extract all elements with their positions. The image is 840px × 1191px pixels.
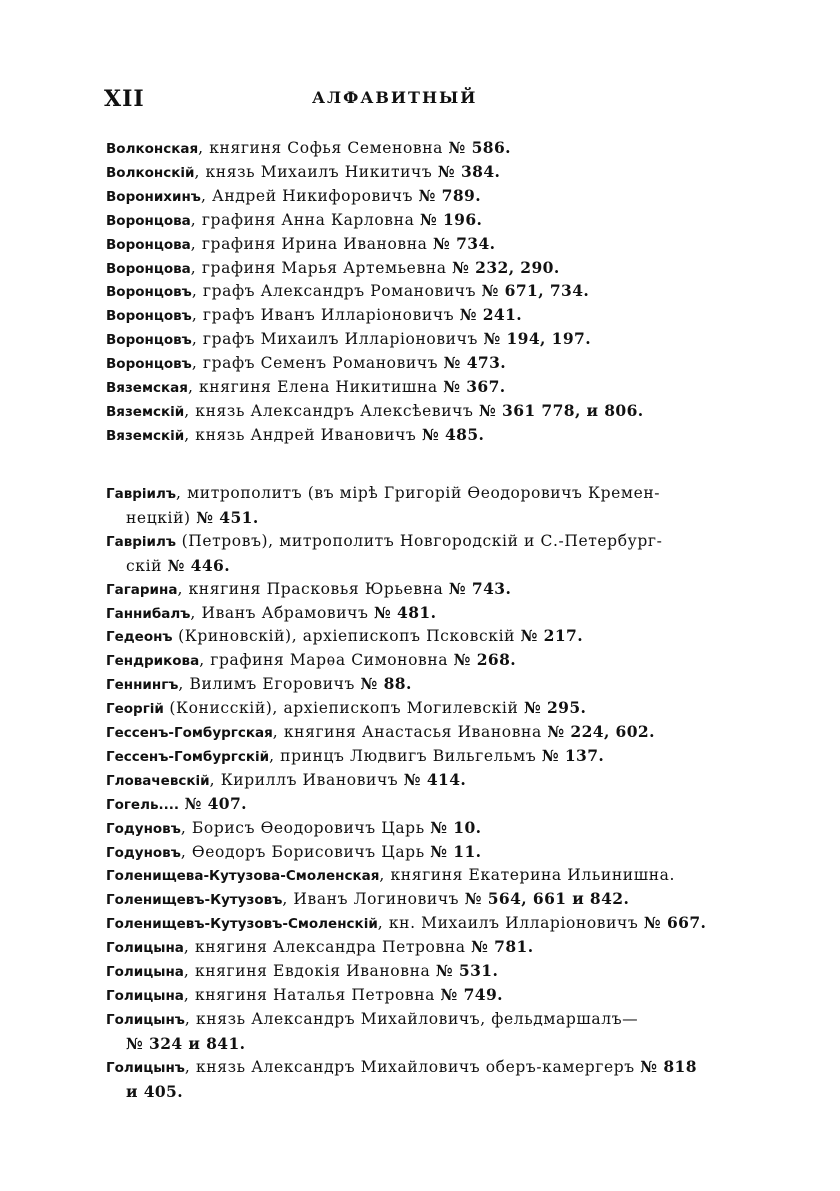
index-entry [106,1007,706,1057]
index-entry [106,577,706,602]
index-entry [106,481,706,531]
entry-reference: № 481. [373,602,437,622]
index-entry [106,840,706,865]
entry-continuation-text: нецкій) [126,509,197,528]
entry-description: , Борисъ Ѳеодоровичъ Царь [180,818,431,837]
index-entry [106,256,706,281]
entry-reference: № 88. [360,674,412,694]
index-entry [106,303,706,328]
index-entry [106,375,706,400]
index-entry [106,983,706,1008]
entry-name: Голицына [106,964,184,980]
index-entry [106,160,706,185]
entry-reference: № 295. [523,698,587,718]
entry-continuation [106,554,706,578]
index-entry [106,601,706,626]
entry-name: Голицына [106,987,184,1004]
entry-name: Волконскій [106,164,195,181]
entry-reference: № 137. [541,745,605,765]
entry-reference: № 667. [643,913,707,933]
entry-description: , графъ Александръ Романовичъ [191,282,482,301]
entry-description: , митрополитъ (въ мірѣ Григорій Ѳеодоровичъ Кремен- [176,484,661,502]
index-entry [106,529,706,579]
index-entry [106,911,706,936]
index-entry [106,816,706,841]
entry-reference: № 268. [453,650,517,670]
entry-description: , княгиня Евдокія Ивановна [183,962,436,980]
entry-name: Воронцовъ [106,308,192,325]
entry-continuation-text: скій [126,557,168,576]
entry-description: , графъ Иванъ Илларіоновичъ [191,306,460,325]
entry-reference: № 485. [421,424,485,444]
entry-reference: № 749. [440,984,503,1004]
index-entry [106,624,706,649]
index-entry [106,935,706,960]
entry-name: Гендрикова [106,653,200,670]
entry-name: Воронихинъ [106,188,201,205]
entry-description: , принцъ Людвигъ Вильгельмъ [269,746,542,765]
entry-reference: № 407. [184,793,247,813]
entry-name: Геннингъ [106,677,179,694]
entry-description: , графиня Ирина Ивановна [190,234,434,253]
index-entry [106,744,706,769]
entry-name: Гогель.... [106,796,180,813]
entry-description: , княгиня Анастасья Ивановна [272,723,548,741]
entry-name: Голенищева-Кутузова-Смоленская [106,868,380,885]
entry-description: , кн. Михаилъ Илларіоновичъ [377,914,644,933]
entry-reference: № 324 и 841. [126,1034,246,1054]
entry-name: Воронцова [106,260,191,277]
entry-reference: № 232, 290. [452,257,560,277]
index-entry [106,351,706,376]
entry-name: Георгій [106,701,164,718]
entry-description: , Кириллъ Ивановичъ [209,770,404,789]
entry-name: Голицынъ [106,1011,185,1028]
entry-name: Вяземскій [106,427,185,444]
entry-name: Воронцова [106,212,191,229]
index-entry [106,768,706,793]
entry-description: (Криновскій), архіепископъ Псковскій [172,627,521,646]
index-entry [106,792,706,817]
entry-name: Воронцовъ [106,284,192,301]
index-entry [106,232,706,257]
entry-description: , графиня Анна Карловна [190,210,420,229]
entry-reference: № 671, 734. [481,281,590,301]
entry-name: Гессенъ-Гомбургскій [106,748,270,765]
index-entry [106,327,706,352]
entry-description: , Ѳеодоръ Борисовичъ Царь [180,842,431,861]
entry-description: , графъ Михаилъ Илларіоновичъ [191,330,484,349]
entry-description: , князь Михаилъ Никитичъ [194,162,438,181]
entry-reference: и 405. [126,1082,184,1101]
entry-name: Гавріилъ [106,486,177,502]
entry-name: Гедеонъ [106,629,173,646]
entry-name: Голицына [106,940,184,957]
index-entry [106,696,706,721]
index-entry [106,720,706,745]
entry-name: Годуновъ [106,820,181,837]
entry-description: , княгиня Софья Семеновна [198,139,449,157]
entry-description: , князь Александръ Михайловичъ, фельдмаршалъ— [184,1009,639,1028]
entry-continuation [106,506,706,530]
entry-name: Голицынъ [106,1059,185,1076]
entry-reference: № 734. [433,233,496,253]
page-number: XII [104,86,145,112]
index-entry [106,184,706,209]
entry-continuation [106,1080,706,1104]
entry-description: , Вилимъ Егоровичъ [178,675,361,694]
entry-reference: № 361 778, и 806. [479,400,644,420]
index-entry [106,887,706,912]
entry-reference: № 781. [471,937,534,957]
index-entry [106,208,706,233]
entry-name: Воронцовъ [106,356,192,373]
entry-name: Гавріилъ [106,533,177,550]
entry-name: Воронцова [106,236,191,253]
entry-reference: № 586. [448,138,511,157]
index-entry [106,423,706,448]
entry-description: , графъ Семенъ Романовичъ [191,354,444,373]
entry-description: , князь Александръ Михайловичъ оберъ-камергеръ [184,1057,641,1076]
entry-name: Гессенъ-Гомбургская [106,725,273,741]
index-entry [106,136,706,161]
entry-name: Вяземская [106,380,188,396]
entry-reference: № 789. [418,185,482,205]
entry-reference: № 10. [430,817,482,837]
entry-reference: № 743. [448,578,512,598]
entry-name: Волконская [106,141,199,157]
entry-reference: № 241. [459,305,523,325]
entry-description: , Иванъ Абрамовичъ [190,603,374,622]
entry-name: Голенищевъ-Кутузовъ [106,892,283,909]
index-entry [106,672,706,697]
entry-reference: № 217. [520,626,583,646]
entry-description: , княгиня Екатерина Ильинишна. [379,866,676,885]
entry-reference: № 196. [419,209,483,229]
entry-name: Голенищевъ-Кутузовъ-Смоленскій [106,916,378,933]
entry-continuation [106,1032,706,1056]
entry-name: Гагарина [106,581,178,598]
entry-reference: № 531. [435,961,499,980]
index-entry [106,399,706,424]
entry-description: , княгиня Прасковья Юрьевна [177,579,449,598]
entry-description: , графиня Марья Артемьевна [190,258,453,277]
index-entry [106,648,706,673]
entry-description: , князь Александръ Алексѣевичъ [184,401,480,420]
entry-reference: № 384. [437,161,501,181]
index-entry [106,959,706,984]
index-entry [106,1055,706,1105]
entry-description: (Конисскій), архіепископъ Могилевскій [163,699,524,718]
entry-description: , князь Андрей Ивановичъ [184,425,422,444]
entry-description: , княгиня Наталья Петровна [183,985,441,1004]
entry-reference: № 818 [640,1056,697,1076]
entry-description: (Петровъ), митрополитъ Новгородскій и С.-Петербург- [176,531,663,550]
entry-name: Годуновъ [106,844,181,861]
entry-description: , Иванъ Логиновичъ [282,890,465,909]
entry-name: Ганнибалъ [106,605,191,622]
entry-reference: № 11. [430,841,482,861]
entry-description: , графиня Марѳа Симоновна [199,651,454,670]
entry-reference: № 473. [443,353,507,373]
index-entry [106,863,706,888]
entry-description: , Андрей Никифоровичъ [200,186,419,205]
entry-reference: № 367. [443,377,506,396]
entry-name: Гловачевскій [106,772,210,789]
entry-reference: № 414. [403,769,467,789]
entry-name: Воронцовъ [106,332,192,349]
entry-reference: № 451. [196,508,259,528]
running-head: АЛФАВИТНЫЙ [312,88,478,107]
entry-description: , княгиня Александра Петровна [183,938,472,957]
entry-name: Вяземскій [106,403,185,420]
entry-reference: № 224, 602. [547,722,655,741]
entry-reference: № 194, 197. [483,329,591,349]
entry-description: , княгиня Елена Никитишна [187,378,444,396]
entry-reference: № 564, 661 и 842. [464,889,630,909]
index-entry [106,279,706,304]
entry-reference: № 446. [167,556,230,576]
